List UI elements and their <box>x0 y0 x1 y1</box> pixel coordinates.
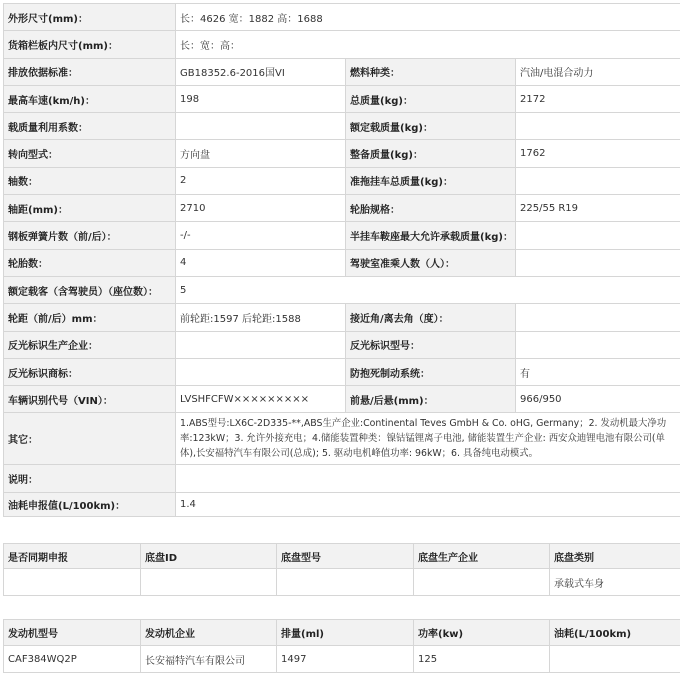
param-row <box>4 386 680 413</box>
engine-cell: 长安福特汽车有限公司 <box>141 646 277 673</box>
param-label: 反光标识商标： <box>4 358 176 385</box>
param-value <box>516 113 680 140</box>
param-row <box>4 31 680 58</box>
param-value: 汽油/电混合动力 <box>516 58 680 85</box>
param-row <box>4 492 680 516</box>
param-row <box>4 413 680 465</box>
param-row <box>4 167 680 194</box>
param-value <box>516 167 680 194</box>
param-value: 2 <box>176 167 346 194</box>
param-value: 长：4626 宽：1882 高：1688 <box>176 4 680 31</box>
param-label: 轮距（前/后）mm： <box>4 304 176 331</box>
param-row <box>4 140 680 167</box>
param-value: 1.4 <box>176 492 680 516</box>
param-value: GB18352.6-2016国VI <box>176 58 346 85</box>
chassis-cell <box>414 569 550 596</box>
param-label: 说明： <box>4 465 176 492</box>
param-row <box>4 58 680 85</box>
param-row <box>4 304 680 331</box>
param-label: 额定载客（含驾驶员）（座位数）： <box>4 276 176 303</box>
param-label: 准拖挂车总质量(kg)： <box>346 167 516 194</box>
param-label: 转向型式： <box>4 140 176 167</box>
param-label: 最高车速(km/h)： <box>4 85 176 112</box>
param-value: 225/55 R19 <box>516 195 680 222</box>
param-label: 货箱栏板内尺寸(mm)： <box>4 31 176 58</box>
param-row <box>4 249 680 276</box>
param-value: 198 <box>176 85 346 112</box>
param-label: 油耗申报值(L/100km)： <box>4 492 176 516</box>
engine-cell: 1497 <box>277 646 414 673</box>
param-label: 排放依据标准： <box>4 58 176 85</box>
param-label: 反光标识型号： <box>346 331 516 358</box>
param-label: 车辆识别代号（VIN）： <box>4 386 176 413</box>
param-label: 反光标识生产企业： <box>4 331 176 358</box>
param-label: 轮胎规格： <box>346 195 516 222</box>
param-row <box>4 465 680 492</box>
param-row <box>4 358 680 385</box>
param-label: 外形尺寸(mm)： <box>4 4 176 31</box>
param-label: 前悬/后悬(mm)： <box>346 386 516 413</box>
param-label: 额定载质量(kg)： <box>346 113 516 140</box>
param-row <box>4 276 680 303</box>
param-label: 轮胎数： <box>4 249 176 276</box>
param-value: 1762 <box>516 140 680 167</box>
param-label: 半挂车鞍座最大允许承载质量(kg)： <box>346 222 516 249</box>
param-value <box>516 222 680 249</box>
param-row <box>4 113 680 140</box>
engine-header: 发动机企业 <box>141 620 277 646</box>
param-value: -/- <box>176 222 346 249</box>
param-value: 方向盘 <box>176 140 346 167</box>
chassis-table <box>3 543 680 596</box>
param-row <box>4 331 680 358</box>
param-label: 整备质量(kg)： <box>346 140 516 167</box>
param-label: 驾驶室准乘人数（人）： <box>346 249 516 276</box>
param-value: 长：宽：高： <box>176 31 680 58</box>
param-value: 4 <box>176 249 346 276</box>
param-value: 1.ABS型号:LX6C-2D335-**,ABS生产企业:Continental Teves GmbH & Co. oHG, Germany；2. 发动机最大净功率:123kW；3. 允许外接充电；4.储能装置种类：镍钴锰锂离子电池, 储能装置生产企业: 西安众迪锂电池有限公司(单体),长安福特汽车有限公司(总成); 5. 驱动电机峰值功率: 96kW；6. 具备纯电动模式。 <box>176 413 680 465</box>
param-value <box>176 331 346 358</box>
engine-table <box>3 619 680 673</box>
chassis-header: 底盘生产企业 <box>414 544 550 569</box>
param-label: 载质量利用系数： <box>4 113 176 140</box>
param-label: 轴数： <box>4 167 176 194</box>
param-value: 2710 <box>176 195 346 222</box>
param-value <box>516 331 680 358</box>
param-label: 防抱死制动系统： <box>346 358 516 385</box>
param-value: 966/950 <box>516 386 680 413</box>
chassis-cell <box>141 569 277 596</box>
param-row <box>4 85 680 112</box>
chassis-cell: 承载式车身 <box>550 569 680 596</box>
param-row <box>4 195 680 222</box>
param-value: LVSHFCFW××××××××× <box>176 386 346 413</box>
param-value: 2172 <box>516 85 680 112</box>
chassis-cell <box>4 569 141 596</box>
param-row <box>4 4 680 31</box>
chassis-header: 底盘ID <box>141 544 277 569</box>
engine-header: 发动机型号 <box>4 620 141 646</box>
engine-header: 油耗(L/100km) <box>550 620 680 646</box>
chassis-header: 底盘类别 <box>550 544 680 569</box>
engine-header: 排量(ml) <box>277 620 414 646</box>
param-label: 轴距(mm)： <box>4 195 176 222</box>
engine-cell: CAF384WQ2P <box>4 646 141 673</box>
param-value <box>176 465 680 492</box>
param-label: 总质量(kg)： <box>346 85 516 112</box>
engine-header: 功率(kw) <box>414 620 550 646</box>
param-row <box>4 222 680 249</box>
param-value <box>176 358 346 385</box>
param-value <box>516 304 680 331</box>
engine-cell <box>550 646 680 673</box>
param-value: 有 <box>516 358 680 385</box>
engine-cell: 125 <box>414 646 550 673</box>
chassis-cell <box>277 569 414 596</box>
chassis-header: 底盘型号 <box>277 544 414 569</box>
param-value: 5 <box>176 276 680 303</box>
param-label: 钢板弹簧片数（前/后）： <box>4 222 176 249</box>
param-label: 燃料种类： <box>346 58 516 85</box>
param-label: 其它： <box>4 413 176 465</box>
param-value: 前轮距:1597 后轮距:1588 <box>176 304 346 331</box>
param-value <box>516 249 680 276</box>
vehicle-parameters-table <box>3 3 680 517</box>
chassis-header: 是否同期申报 <box>4 544 141 569</box>
param-value <box>176 113 346 140</box>
param-label: 接近角/离去角（度）： <box>346 304 516 331</box>
